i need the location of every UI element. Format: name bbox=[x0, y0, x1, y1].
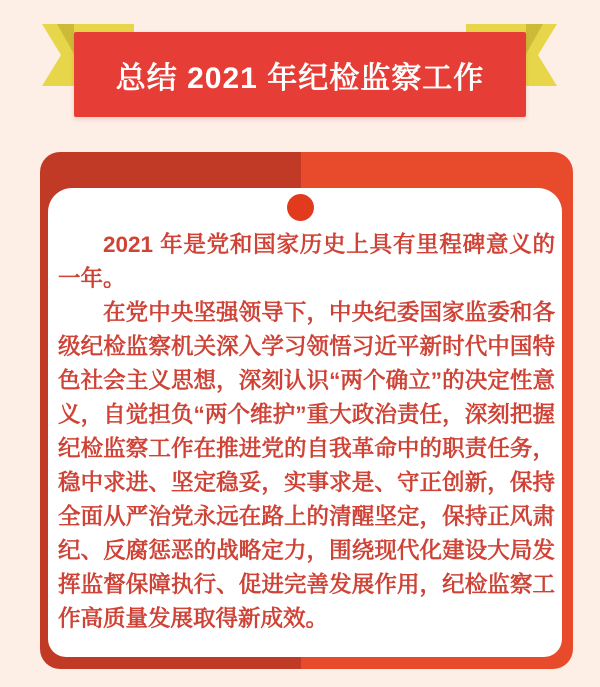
body-text bbox=[58, 228, 555, 636]
title-banner bbox=[74, 32, 526, 117]
body-paragraph: 在党中央坚强领导下，中央纪委国家监委和各级纪检监察机关深入学习领悟习近平新时代中国特色社会主义思想，深刻认识“两个确立”的决定性意义，自觉担负“两个维护”重大政治责任，深刻把握纪检监察工作在推进党的自我革命中的职责任务，稳中求进、坚定稳妥，实事求是、守正创新，保持全面从严治党永远在路上的清醒坚定，保持正风肃纪、反腐惩恶的战略定力，围绕现代化建设大局发挥监督保障执行、促进完善发展作用，纪检监察工作高质量发展取得新成效。 bbox=[58, 300, 555, 631]
content-card bbox=[40, 152, 573, 669]
page-title: 总结 2021 年纪检监察工作 bbox=[115, 61, 485, 95]
card-body bbox=[48, 188, 562, 657]
header-ribbon bbox=[0, 0, 600, 140]
divider-dot-icon bbox=[287, 194, 314, 221]
body-paragraph: 2021 年是党和国家历史上具有里程碑意义的一年。 bbox=[58, 232, 555, 291]
